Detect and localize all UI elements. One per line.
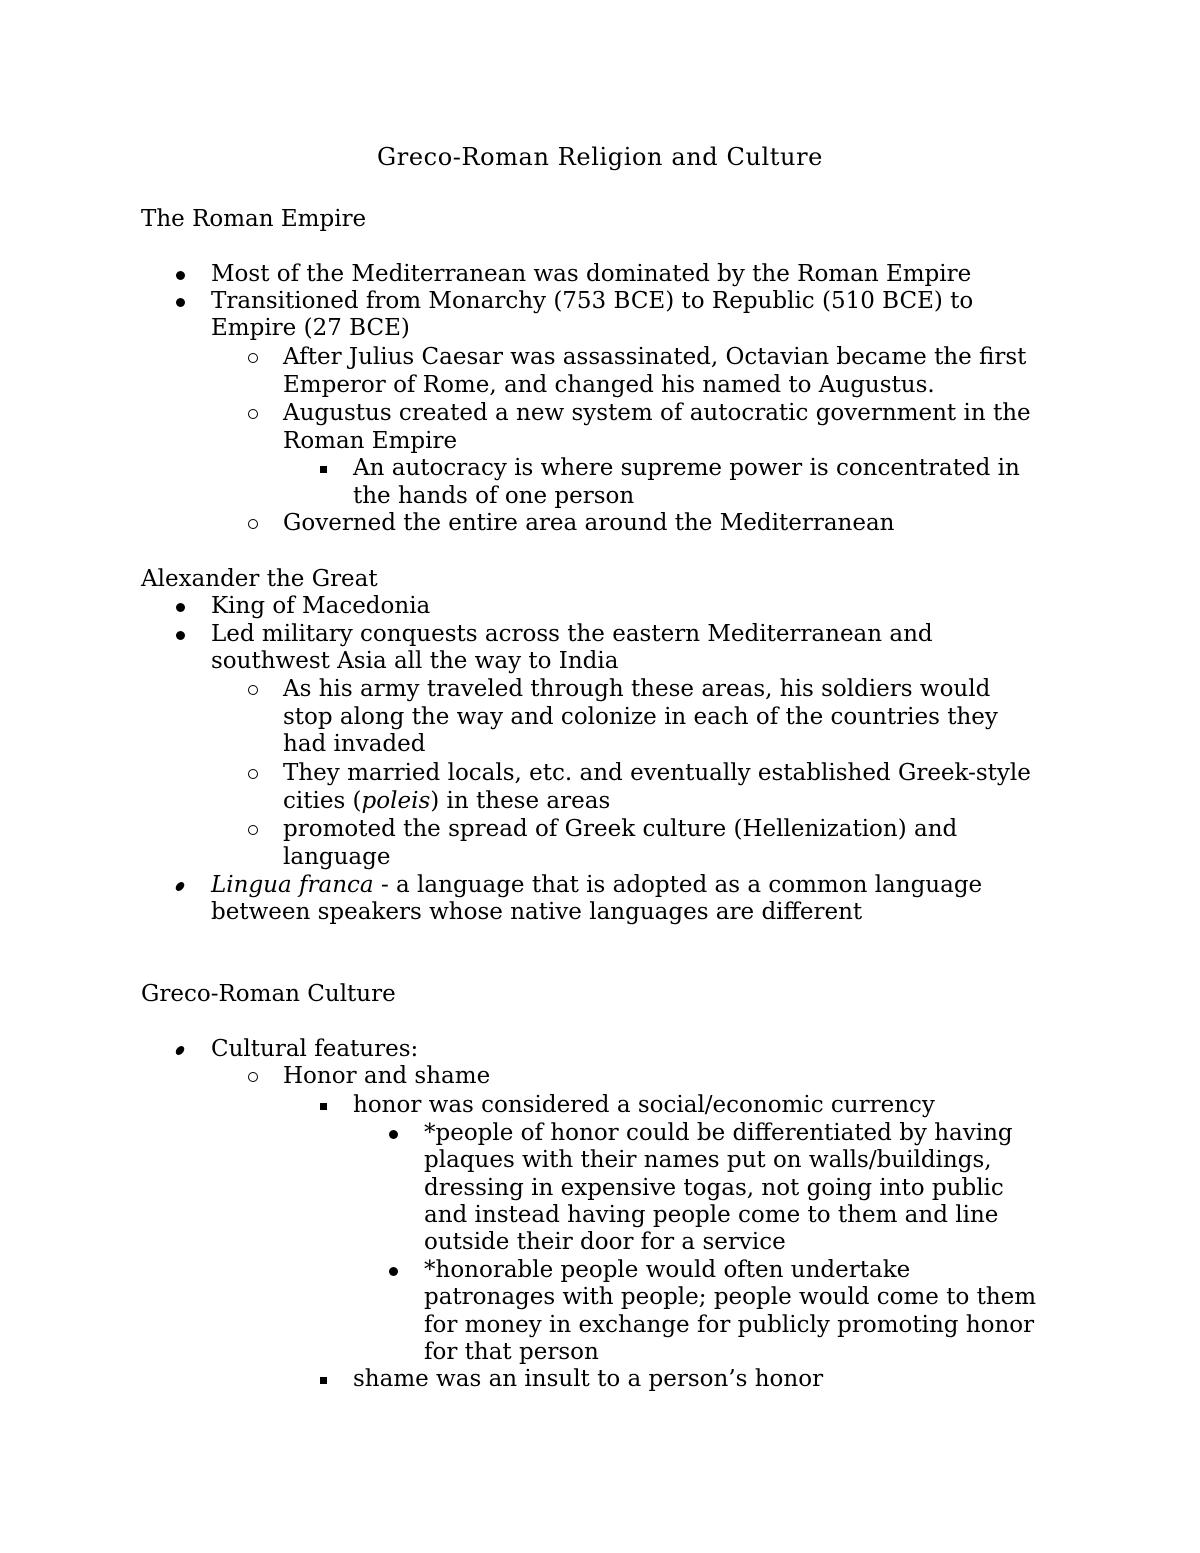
list-item-continued: cities (poleis) in these areas — [283, 788, 611, 814]
list-item: Governed the entire area around the Mediterranean — [283, 510, 895, 536]
list-item: Lingua franca - a language that is adopted as a common language — [211, 872, 983, 898]
bullet-dot — [170, 260, 190, 288]
bullet-dot — [170, 287, 190, 315]
document-title: Greco-Roman Religion and Culture — [377, 143, 823, 171]
list-item-continued: for money in exchange for publicly promoting honor — [424, 1312, 1035, 1338]
list-item-continued: the hands of one person — [353, 483, 635, 509]
bullet-circle — [243, 343, 263, 371]
list-item-continued: Roman Empire — [283, 428, 458, 454]
bullet-circle — [243, 399, 263, 427]
bullet-circle — [243, 675, 263, 703]
list-item-continued: Empire (27 BCE) — [211, 315, 410, 341]
list-item: Most of the Mediterranean was dominated by the Roman Empire — [211, 261, 972, 287]
bullet-square — [313, 1365, 333, 1393]
list-item-continued: had invaded — [283, 731, 426, 757]
bullet-circle — [243, 1062, 263, 1090]
list-item: *honorable people would often undertake — [424, 1257, 911, 1283]
list-item-continued: patronages with people; people would come to them — [424, 1284, 1037, 1310]
bullet-dot — [170, 592, 190, 620]
list-item: Honor and shame — [283, 1063, 491, 1089]
bullet-dot — [383, 1119, 403, 1147]
bullet-square — [313, 454, 333, 482]
list-item-continued: stop along the way and colonize in each of the countries they — [283, 704, 998, 730]
list-item-continued: dressing in expensive togas, not going into public — [424, 1175, 1004, 1201]
section-heading-alexander: Alexander the Great — [141, 566, 378, 592]
list-item-continued: and instead having people come to them and line — [424, 1202, 999, 1228]
list-item: As his army traveled through these areas, his soldiers would — [283, 676, 991, 702]
section-heading-greco-roman-culture: Greco-Roman Culture — [141, 981, 396, 1007]
list-item: An autocracy is where supreme power is concentrated in — [353, 455, 1020, 481]
list-item: After Julius Caesar was assassinated, Octavian became the first — [283, 344, 1027, 370]
bullet-circle — [243, 509, 263, 537]
list-item: honor was considered a social/economic currency — [353, 1092, 935, 1118]
list-item-continued: Emperor of Rome, and changed his named to Augustus. — [283, 372, 935, 398]
bullet-dot — [170, 871, 190, 899]
bullet-dot — [170, 620, 190, 648]
list-item-continued: plaques with their names put on walls/buildings, — [424, 1147, 992, 1173]
list-item: promoted the spread of Greek culture (Hellenization) and — [283, 816, 958, 842]
list-item-continued: for that person — [424, 1339, 599, 1365]
bullet-circle — [243, 815, 263, 843]
bullet-square — [313, 1091, 333, 1119]
list-item-continued: southwest Asia all the way to India — [211, 648, 619, 674]
list-item: Cultural features: — [211, 1036, 419, 1062]
list-item: Transitioned from Monarchy (753 BCE) to Republic (510 BCE) to — [211, 288, 974, 314]
bullet-circle — [243, 759, 263, 787]
section-heading-roman-empire: The Roman Empire — [141, 206, 367, 232]
list-item: They married locals, etc. and eventually established Greek-style — [283, 760, 1031, 786]
list-item: shame was an insult to a person’s honor — [353, 1366, 824, 1392]
list-item: King of Macedonia — [211, 593, 431, 619]
list-item: *people of honor could be differentiated by having — [424, 1120, 1013, 1146]
list-item: Augustus created a new system of autocratic government in the — [283, 400, 1031, 426]
bullet-dot — [170, 1035, 190, 1063]
bullet-dot — [383, 1256, 403, 1284]
list-item-continued: between speakers whose native languages are different — [211, 899, 863, 925]
list-item-continued: outside their door for a service — [424, 1229, 786, 1255]
list-item: Led military conquests across the eastern Mediterranean and — [211, 621, 933, 647]
list-item-continued: language — [283, 844, 391, 870]
